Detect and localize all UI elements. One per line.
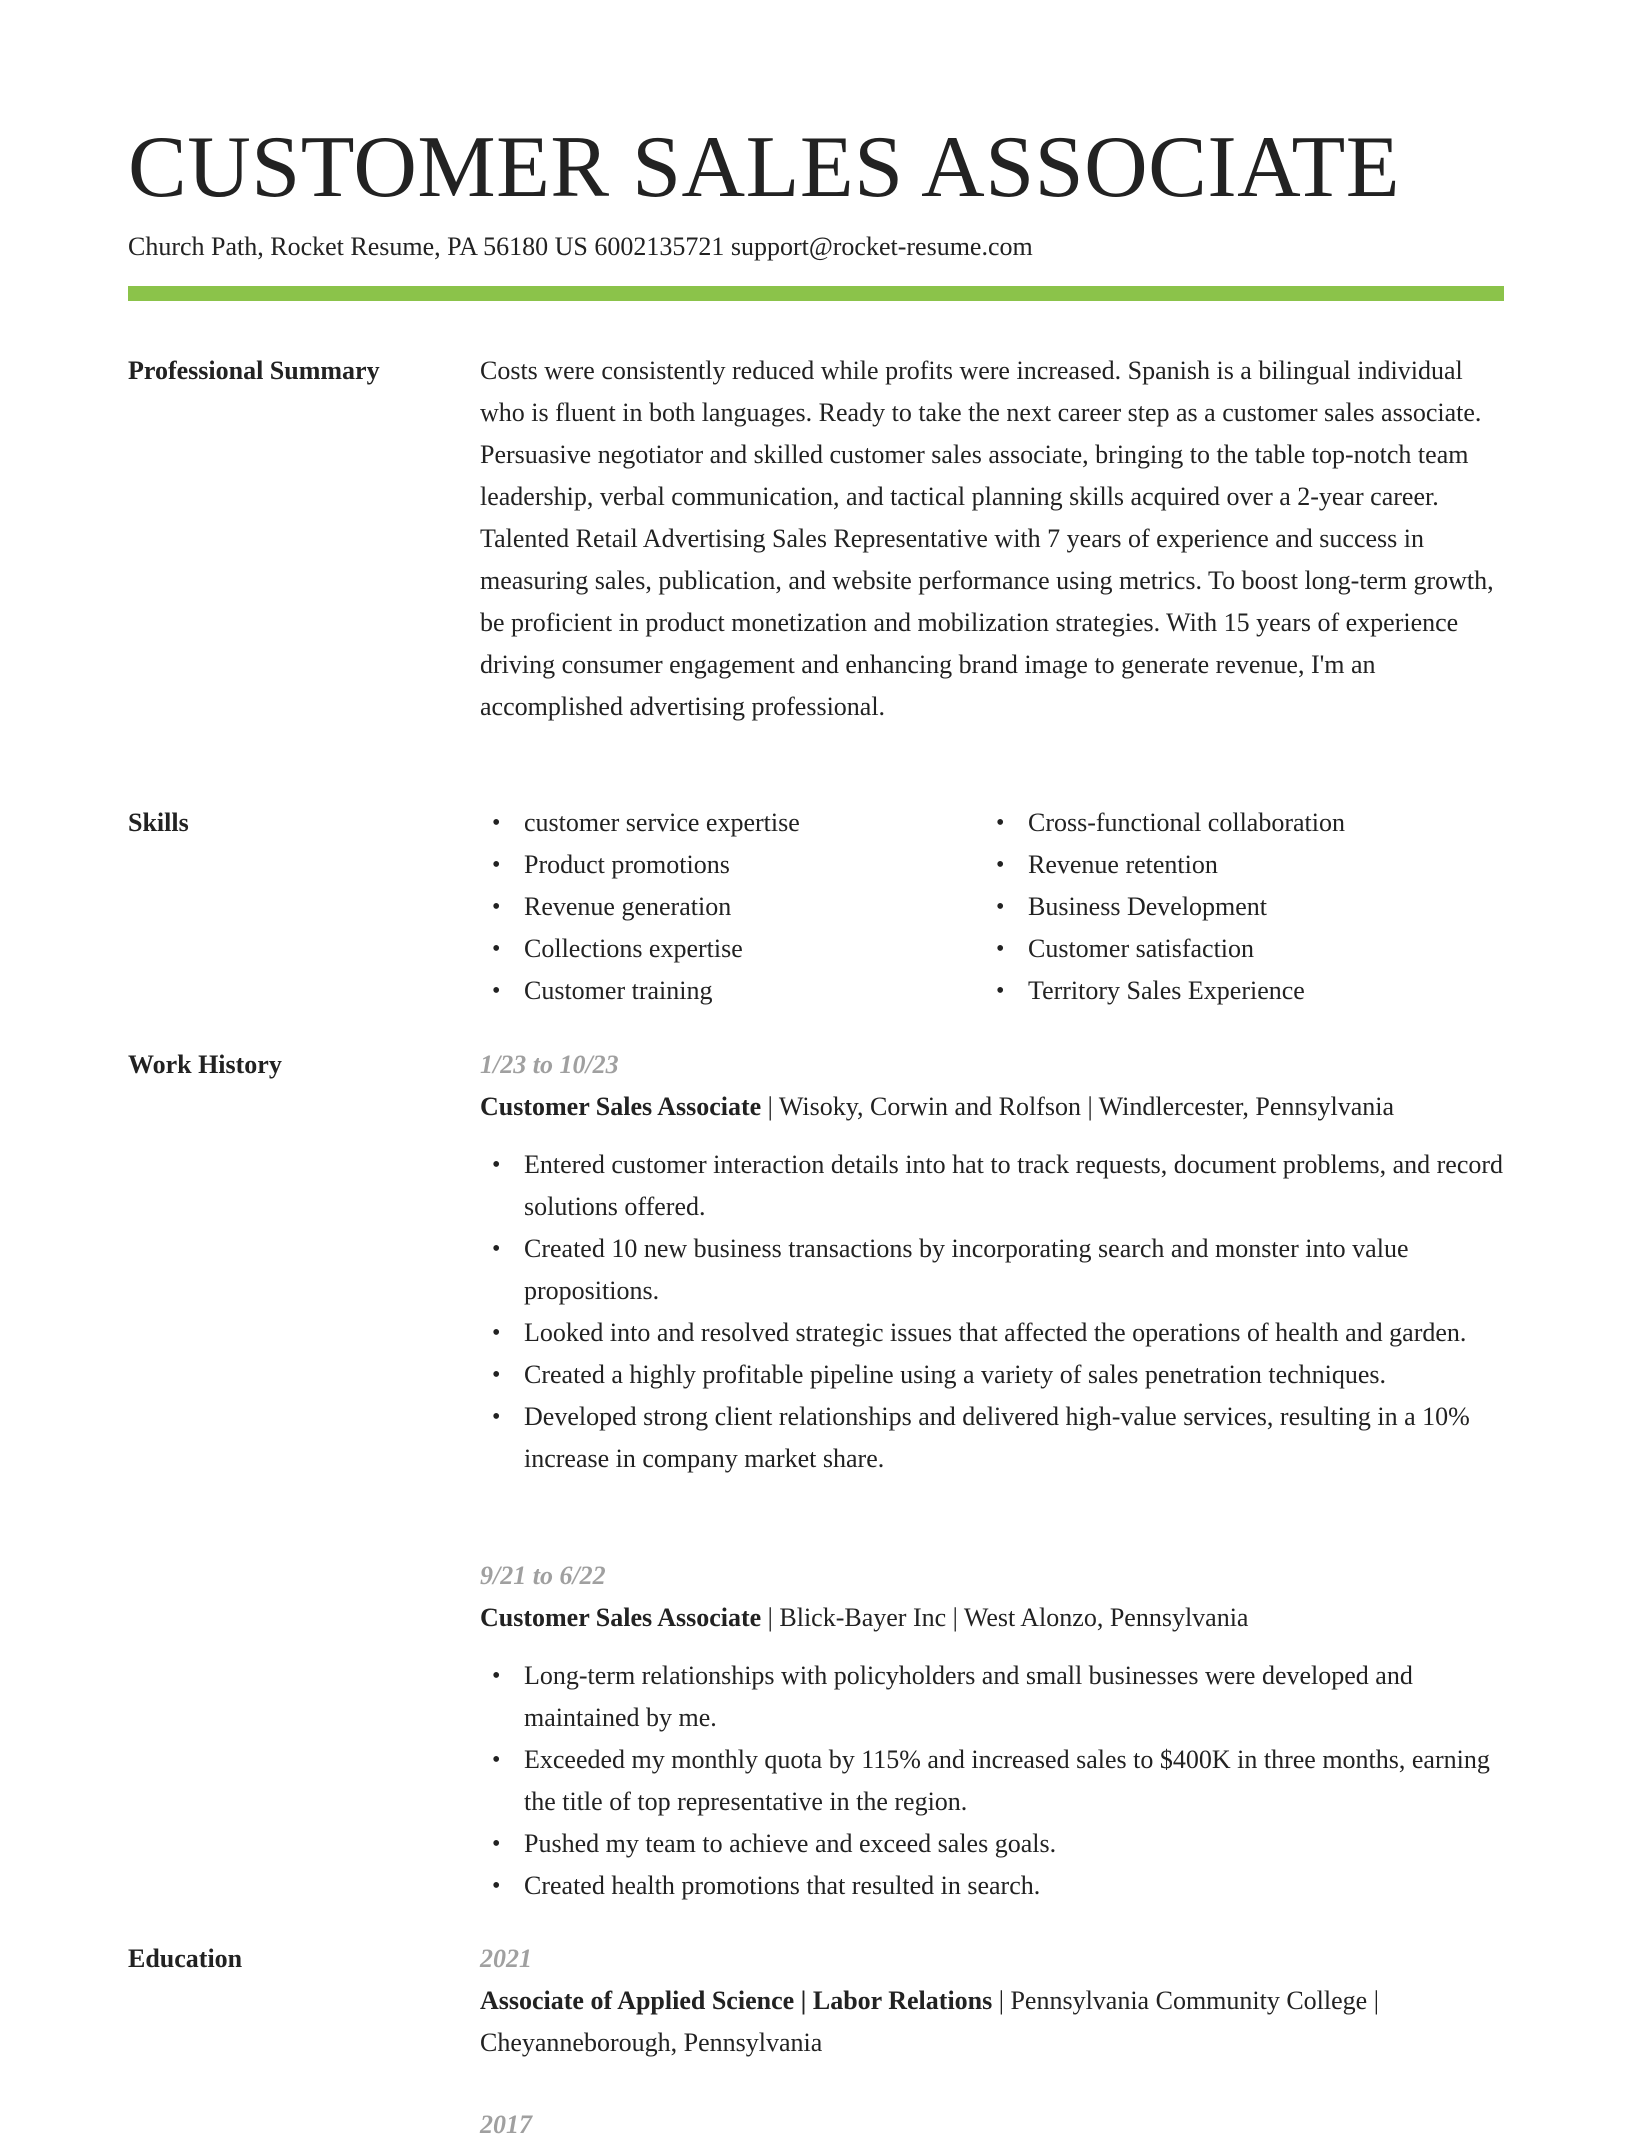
resume-header [128, 118, 1504, 264]
contact-info: Church Path, Rocket Resume, PA 56180 US 6002135721 support@rocket-resume.com [128, 232, 1033, 261]
job-bullet: • Looked into and resolved strategic issues that affected the operations of health and garden. [480, 1312, 1504, 1354]
job-bullet: • Created health promotions that resulted in search. [480, 1865, 1504, 1907]
job-bullet: • Created a highly profitable pipeline using a variety of sales penetration techniques. [480, 1354, 1504, 1396]
section-label-skills: Skills [128, 808, 189, 837]
job-entry [480, 1044, 1504, 1480]
section-label-work: Work History [128, 1050, 282, 1079]
work-content [480, 1044, 1504, 1480]
job-bullet: • Exceeded my monthly quota by 115% and increased sales to $400K in three months, earning the title of top representative in the region. [480, 1739, 1504, 1823]
job-bullet: • Entered customer interaction details into hat to track requests, document problems, and record solutions offered. [480, 1144, 1504, 1228]
skills-column-right [984, 802, 1488, 1012]
section-label-summary: Professional Summary [128, 356, 380, 385]
job-employer: | Blick-Bayer Inc | West Alonzo, Pennsylvania [761, 1603, 1249, 1632]
education-year: 2021 [480, 1944, 532, 1973]
job-bullet: • Created 10 new business transactions by incorporating search and monster into value propositions. [480, 1228, 1504, 1312]
summary-text: Costs were consistently reduced while profits were increased. Spanish is a bilingual individual who is fluent in both languages. Ready to take the next career step as a customer sales associate. Persuasive negotiator and skilled customer sales associate, bringing to the table top-notch team leadership, verbal communication, and tactical planning skills acquired over a 2-year career. Talented Retail Advertising Sales Representative with 7 years of experience and success in measuring sales, publication, and website performance using metrics. To boost long-term growth, be proficient in product monetization and mobilization strategies. With 15 years of experience driving consumer engagement and enhancing brand image to generate revenue, I'm an accomplished advertising professional. [480, 356, 1494, 721]
education-content [480, 1938, 1504, 2146]
skills-column-left [480, 802, 984, 1012]
skill-item: • Revenue retention [984, 844, 1488, 886]
work-content-2 [480, 1555, 1504, 1907]
skill-item: • Cross-functional collaboration [984, 802, 1488, 844]
education-degree-line [480, 1980, 1504, 2064]
job-role-line [480, 1086, 1504, 1128]
job-dates: 1/23 to 10/23 [480, 1050, 619, 1079]
job-title: Customer Sales Associate [480, 1092, 762, 1121]
section-label-education: Education [128, 1944, 243, 1973]
skill-item: • Business Development [984, 886, 1488, 928]
job-bullet: • Pushed my team to achieve and exceed sales goals. [480, 1823, 1504, 1865]
summary-content [480, 350, 1504, 728]
skill-item: • Collections expertise [480, 928, 984, 970]
skill-item: • Territory Sales Experience [984, 970, 1488, 1012]
job-bullet: • Developed strong client relationships and delivered high-value services, resulting in a 10% increase in company market share. [480, 1396, 1504, 1480]
job-title: Customer Sales Associate [480, 1603, 762, 1632]
education-year: 2017 [480, 2110, 532, 2139]
job-employer: | Wisoky, Corwin and Rolfson | Windlercester, Pennsylvania [761, 1092, 1395, 1121]
job-bullets [480, 1144, 1504, 1480]
candidate-name: CUSTOMER SALES ASSOCIATE [128, 119, 1400, 216]
accent-divider [128, 286, 1504, 301]
job-role-line [480, 1597, 1504, 1639]
education-degree: Associate of Applied Science | Labor Relations [480, 1986, 993, 2015]
skill-item: • Customer training [480, 970, 984, 1012]
job-bullets [480, 1655, 1504, 1907]
education-school: | Pennsylvania Community College | Cheyanneborough, Pennsylvania [480, 1986, 1379, 2057]
job-bullet: • Long-term relationships with policyholders and small businesses were developed and maintained by me. [480, 1655, 1504, 1739]
skills-content [480, 802, 1504, 1012]
job-dates: 9/21 to 6/22 [480, 1561, 606, 1590]
skill-item: • Revenue generation [480, 886, 984, 928]
job-entry [480, 1555, 1504, 1907]
skill-item: • customer service expertise [480, 802, 984, 844]
skill-item: • Product promotions [480, 844, 984, 886]
skill-item: • Customer satisfaction [984, 928, 1488, 970]
